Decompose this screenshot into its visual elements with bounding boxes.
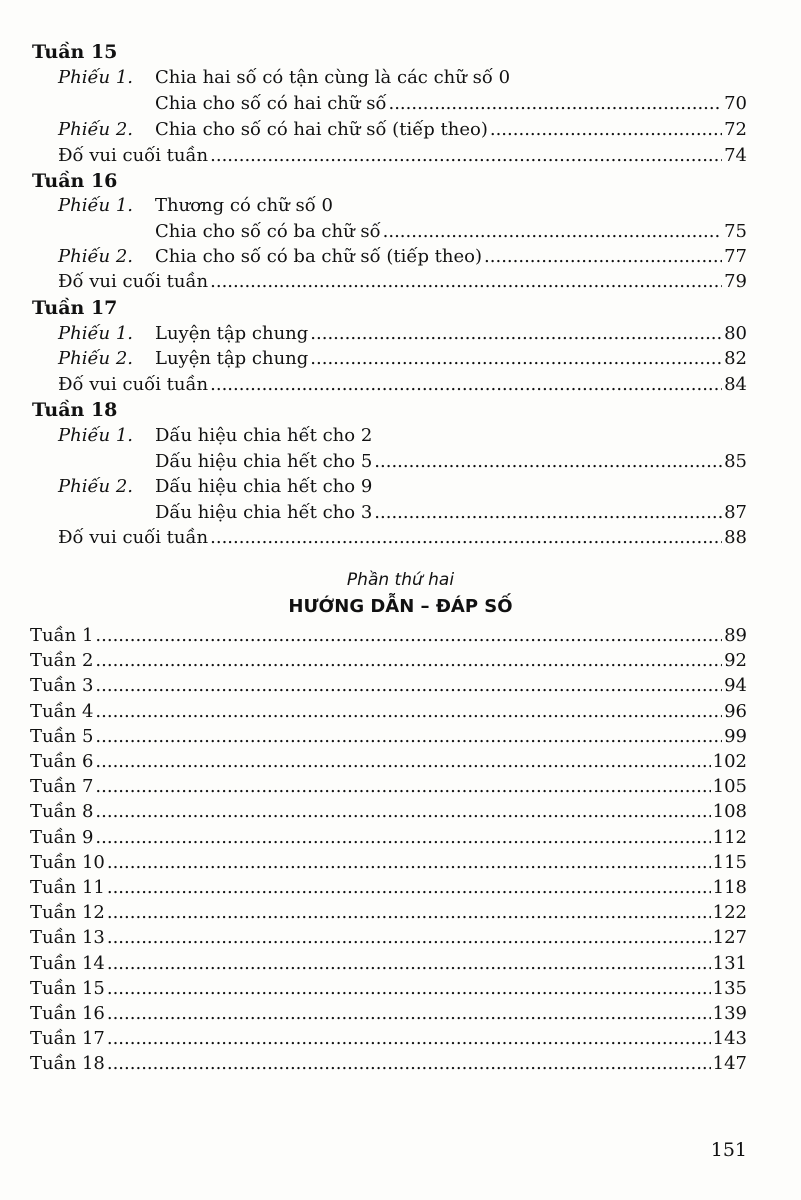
dot-leader — [107, 901, 711, 925]
dot-leader — [388, 92, 722, 116]
page-ref: 94 — [724, 675, 747, 696]
dot-leader — [210, 526, 722, 550]
page-ref: 75 — [724, 221, 747, 242]
entry-text: Tuần 17 — [30, 1028, 105, 1049]
dot-leader — [107, 1002, 711, 1026]
dot-leader — [210, 270, 722, 294]
answer-entry — [30, 725, 747, 749]
entry-text: Tuần 6 — [30, 751, 94, 772]
toc-entry — [58, 144, 747, 168]
entry-text: Tuần 8 — [30, 801, 94, 822]
sheet-label: Phiếu 1. — [58, 323, 134, 344]
dot-leader — [383, 220, 722, 244]
answer-entry — [30, 876, 747, 900]
toc-entry — [58, 245, 747, 269]
entry-text: Luyện tập chung — [155, 323, 309, 344]
dot-leader — [107, 1027, 711, 1051]
page-ref: 74 — [724, 145, 747, 166]
entry-text: Đố vui cuối tuần — [58, 271, 209, 292]
dot-leader — [107, 1052, 711, 1076]
page-number: 151 — [710, 1139, 747, 1161]
toc-entry — [58, 526, 747, 550]
page-ref: 112 — [712, 827, 747, 848]
answer-entry — [30, 926, 747, 950]
page-ref: 80 — [724, 323, 747, 344]
week-heading: Tuần 18 — [32, 399, 118, 421]
week-heading: Tuần 16 — [32, 170, 118, 192]
entry-text: Tuần 16 — [30, 1003, 105, 1024]
dot-leader — [107, 851, 711, 875]
dot-leader — [484, 245, 722, 269]
page-ref: 102 — [712, 751, 747, 772]
entry-text: Chia cho số có hai chữ số (tiếp theo) — [155, 119, 488, 140]
page-ref: 87 — [724, 502, 747, 523]
sheet-label: Phiếu 2. — [58, 246, 134, 267]
dot-leader — [95, 649, 722, 673]
page-ref: 135 — [712, 978, 747, 999]
toc-entry — [58, 66, 747, 90]
page-ref: 92 — [724, 650, 747, 671]
entry-text: Tuần 3 — [30, 675, 94, 696]
entry-text: Chia cho số có hai chữ số — [155, 93, 387, 114]
page-ref: 85 — [724, 451, 747, 472]
page-ref: 99 — [724, 726, 747, 747]
answer-entry — [30, 624, 747, 648]
entry-text: Tuần 12 — [30, 902, 105, 923]
sheet-label: Phiếu 2. — [58, 119, 134, 140]
page-ref: 147 — [712, 1053, 747, 1074]
entry-text: Tuần 13 — [30, 927, 105, 948]
toc-entry — [58, 424, 747, 448]
dot-leader — [95, 674, 722, 698]
toc-entry — [58, 270, 747, 294]
dot-leader — [210, 144, 722, 168]
entry-text: Tuần 10 — [30, 852, 105, 873]
page-ref: 72 — [724, 119, 747, 140]
entry-text: Dấu hiệu chia hết cho 3 — [155, 502, 373, 523]
entry-text: Tuần 11 — [30, 877, 105, 898]
page-ref: 96 — [724, 701, 747, 722]
dot-leader — [95, 750, 710, 774]
entry-text: Tuần 1 — [30, 625, 94, 646]
sheet-label: Phiếu 2. — [58, 476, 134, 497]
page-ref: 127 — [712, 927, 747, 948]
dot-leader — [107, 977, 711, 1001]
answer-entry — [30, 1052, 747, 1076]
dot-leader — [107, 952, 711, 976]
page-ref: 122 — [712, 902, 747, 923]
entry-text: Tuần 4 — [30, 701, 94, 722]
dot-leader — [95, 775, 710, 799]
answer-entry — [30, 674, 747, 698]
dot-leader — [107, 926, 711, 950]
entry-text: Tuần 9 — [30, 827, 94, 848]
toc-entry — [58, 347, 747, 371]
page-ref: 89 — [724, 625, 747, 646]
toc-entry — [58, 373, 747, 397]
sheet-label: Phiếu 1. — [58, 195, 134, 216]
answer-entry — [30, 952, 747, 976]
entry-text: Đố vui cuối tuần — [58, 145, 209, 166]
dot-leader — [95, 826, 710, 850]
sheet-label: Phiếu 1. — [58, 67, 134, 88]
page-ref: 79 — [724, 271, 747, 292]
dot-leader — [95, 800, 710, 824]
dot-leader — [95, 624, 722, 648]
entry-text: Tuần 15 — [30, 978, 105, 999]
page-ref: 108 — [712, 801, 747, 822]
entry-text: Tuần 7 — [30, 776, 94, 797]
entry-text: Dấu hiệu chia hết cho 9 — [155, 476, 373, 497]
toc-entry — [58, 194, 747, 218]
dot-leader — [107, 876, 711, 900]
dot-leader — [95, 700, 722, 724]
page-ref: 118 — [712, 877, 747, 898]
toc-entry — [58, 475, 747, 499]
answer-entry — [30, 1002, 747, 1026]
page-ref: 88 — [724, 527, 747, 548]
page-ref: 82 — [724, 348, 747, 369]
entry-text: Chia cho số có ba chữ số (tiếp theo) — [155, 246, 483, 267]
entry-text: Tuần 2 — [30, 650, 94, 671]
entry-text: Chia cho số có ba chữ số — [155, 221, 381, 242]
page-ref: 143 — [712, 1028, 747, 1049]
answer-entry — [30, 775, 747, 799]
answer-entry — [30, 649, 747, 673]
sheet-label: Phiếu 2. — [58, 348, 134, 369]
entry-text: Dấu hiệu chia hết cho 2 — [155, 425, 373, 446]
answer-entry — [30, 826, 747, 850]
answer-entry — [30, 700, 747, 724]
answer-entry — [30, 800, 747, 824]
answer-entry — [30, 977, 747, 1001]
entry-text: Dấu hiệu chia hết cho 5 — [155, 451, 373, 472]
week-heading: Tuần 15 — [32, 41, 118, 63]
page-ref: 115 — [712, 852, 747, 873]
answer-entry — [30, 1027, 747, 1051]
toc-entry — [155, 501, 747, 525]
page-ref: 131 — [712, 953, 747, 974]
page-ref: 84 — [724, 374, 747, 395]
page-ref: 139 — [712, 1003, 747, 1024]
entry-text: Luyện tập chung — [155, 348, 309, 369]
dot-leader — [95, 725, 722, 749]
dot-leader — [374, 450, 722, 474]
entry-text: Chia hai số có tận cùng là các chữ số 0 — [155, 67, 511, 88]
part-title: HƯỚNG DẪN – ĐÁP SỐ — [288, 596, 513, 617]
entry-text: Tuần 18 — [30, 1053, 105, 1074]
page-ref: 70 — [724, 93, 747, 114]
dot-leader — [490, 118, 722, 142]
toc-entry — [58, 118, 747, 142]
entry-text: Đố vui cuối tuần — [58, 527, 209, 548]
answer-entry — [30, 901, 747, 925]
entry-text: Đố vui cuối tuần — [58, 374, 209, 395]
dot-leader — [374, 501, 722, 525]
answer-entry — [30, 750, 747, 774]
dot-leader — [310, 322, 722, 346]
page-ref: 77 — [724, 246, 747, 267]
toc-entry — [155, 220, 747, 244]
week-heading: Tuần 17 — [32, 297, 118, 319]
toc-entry — [58, 322, 747, 346]
entry-text: Tuần 5 — [30, 726, 94, 747]
sheet-label: Phiếu 1. — [58, 425, 134, 446]
toc-entry — [155, 450, 747, 474]
answer-entry — [30, 851, 747, 875]
dot-leader — [310, 347, 722, 371]
part-subtitle: Phần thứ hai — [346, 570, 455, 590]
entry-text: Tuần 14 — [30, 953, 105, 974]
entry-text: Thương có chữ số 0 — [155, 195, 333, 216]
page-ref: 105 — [712, 776, 747, 797]
toc-entry — [155, 92, 747, 116]
dot-leader — [210, 373, 722, 397]
